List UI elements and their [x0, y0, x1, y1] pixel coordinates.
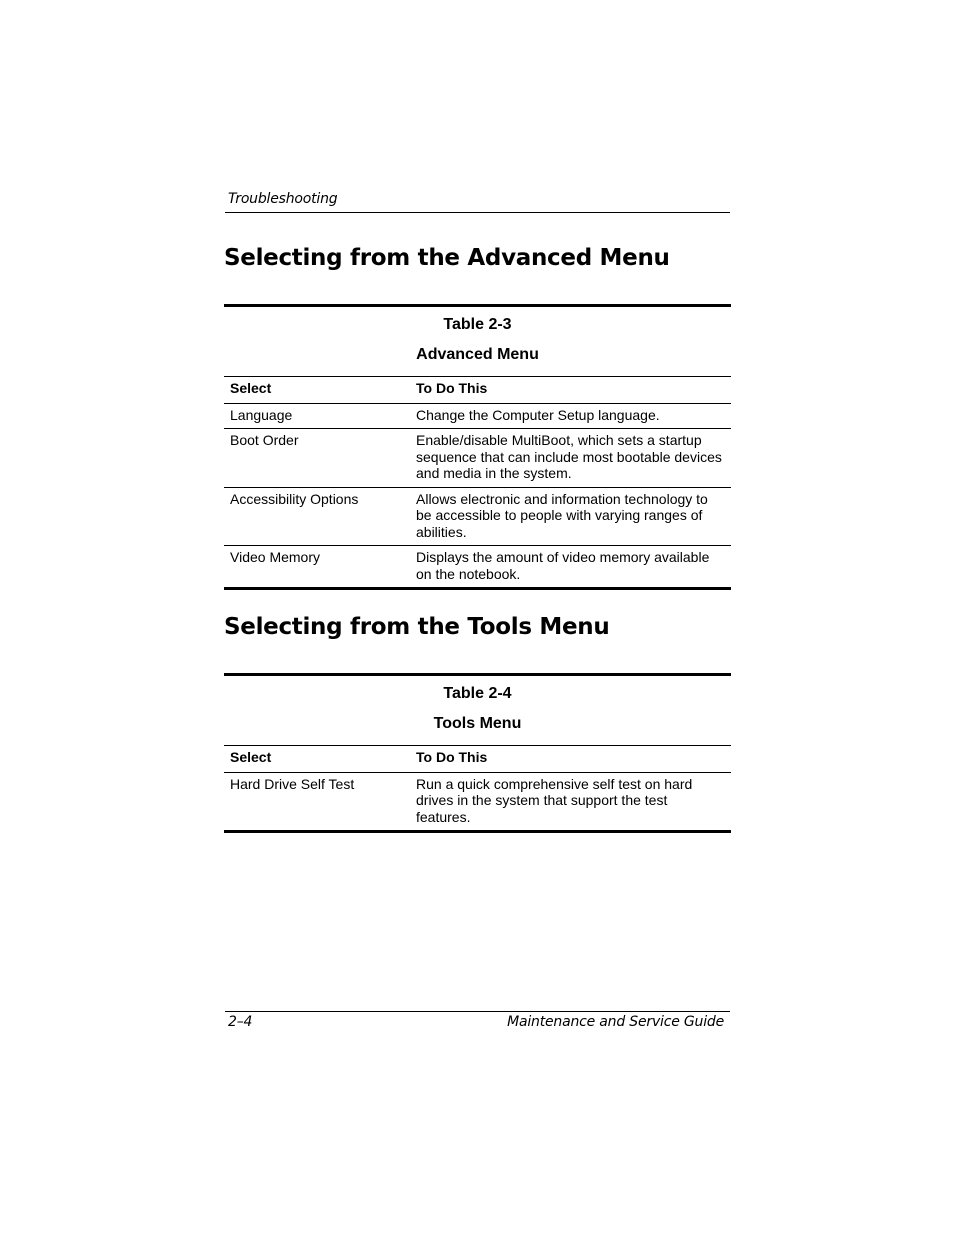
row-select-cell: Language	[230, 406, 293, 423]
running-header-title: Troubleshooting	[228, 191, 338, 207]
section-heading-tools: Selecting from the Tools Menu	[224, 614, 610, 640]
guide-title: Maintenance and Service Guide	[507, 1014, 724, 1030]
row-select-cell: Video Memory	[224, 546, 410, 588]
running-header	[225, 190, 730, 213]
row-description-cell: Displays the amount of video memory available on the notebook.	[410, 546, 731, 588]
table-row	[224, 487, 731, 546]
row-select-cell: Hard Drive Self Test	[230, 775, 355, 792]
tools-menu-table	[224, 673, 731, 833]
column-header-select: Select	[224, 746, 410, 773]
row-description-cell: Run a quick comprehensive self test on hard drives in the system that support the test features.	[416, 775, 693, 825]
running-footer	[225, 1011, 730, 1036]
table-title: Advanced Menu	[416, 346, 539, 363]
table-row	[224, 546, 731, 588]
table-row	[224, 772, 731, 830]
row-description-cell: Allows electronic and information technology to be accessible to people with varying ranges of abilities.	[410, 487, 731, 546]
section-heading-advanced: Selecting from the Advanced Menu	[224, 245, 670, 271]
row-select-cell: Boot Order	[224, 429, 410, 488]
table-title: Tools Menu	[433, 715, 522, 732]
tools-menu-grid	[224, 745, 731, 830]
row-description-cell: Change the Computer Setup language.	[416, 406, 660, 423]
row-select-cell: Accessibility Options	[224, 487, 410, 546]
page-number: 2–4	[228, 1014, 253, 1030]
advanced-menu-table	[224, 304, 731, 590]
table-row	[224, 403, 731, 429]
table-header-row	[224, 746, 731, 773]
table-number: Table 2-3	[443, 316, 512, 333]
column-header-select: Select	[224, 377, 410, 404]
table-row	[224, 429, 731, 488]
advanced-menu-grid	[224, 376, 731, 587]
table-header-row	[224, 377, 731, 404]
column-header-to-do-this: To Do This	[410, 746, 731, 773]
table-number: Table 2-4	[443, 685, 512, 702]
column-header-to-do-this: To Do This	[410, 377, 731, 404]
row-description-cell: Enable/disable MultiBoot, which sets a startup sequence that can include most bootable devices and media in the system.	[410, 429, 731, 488]
